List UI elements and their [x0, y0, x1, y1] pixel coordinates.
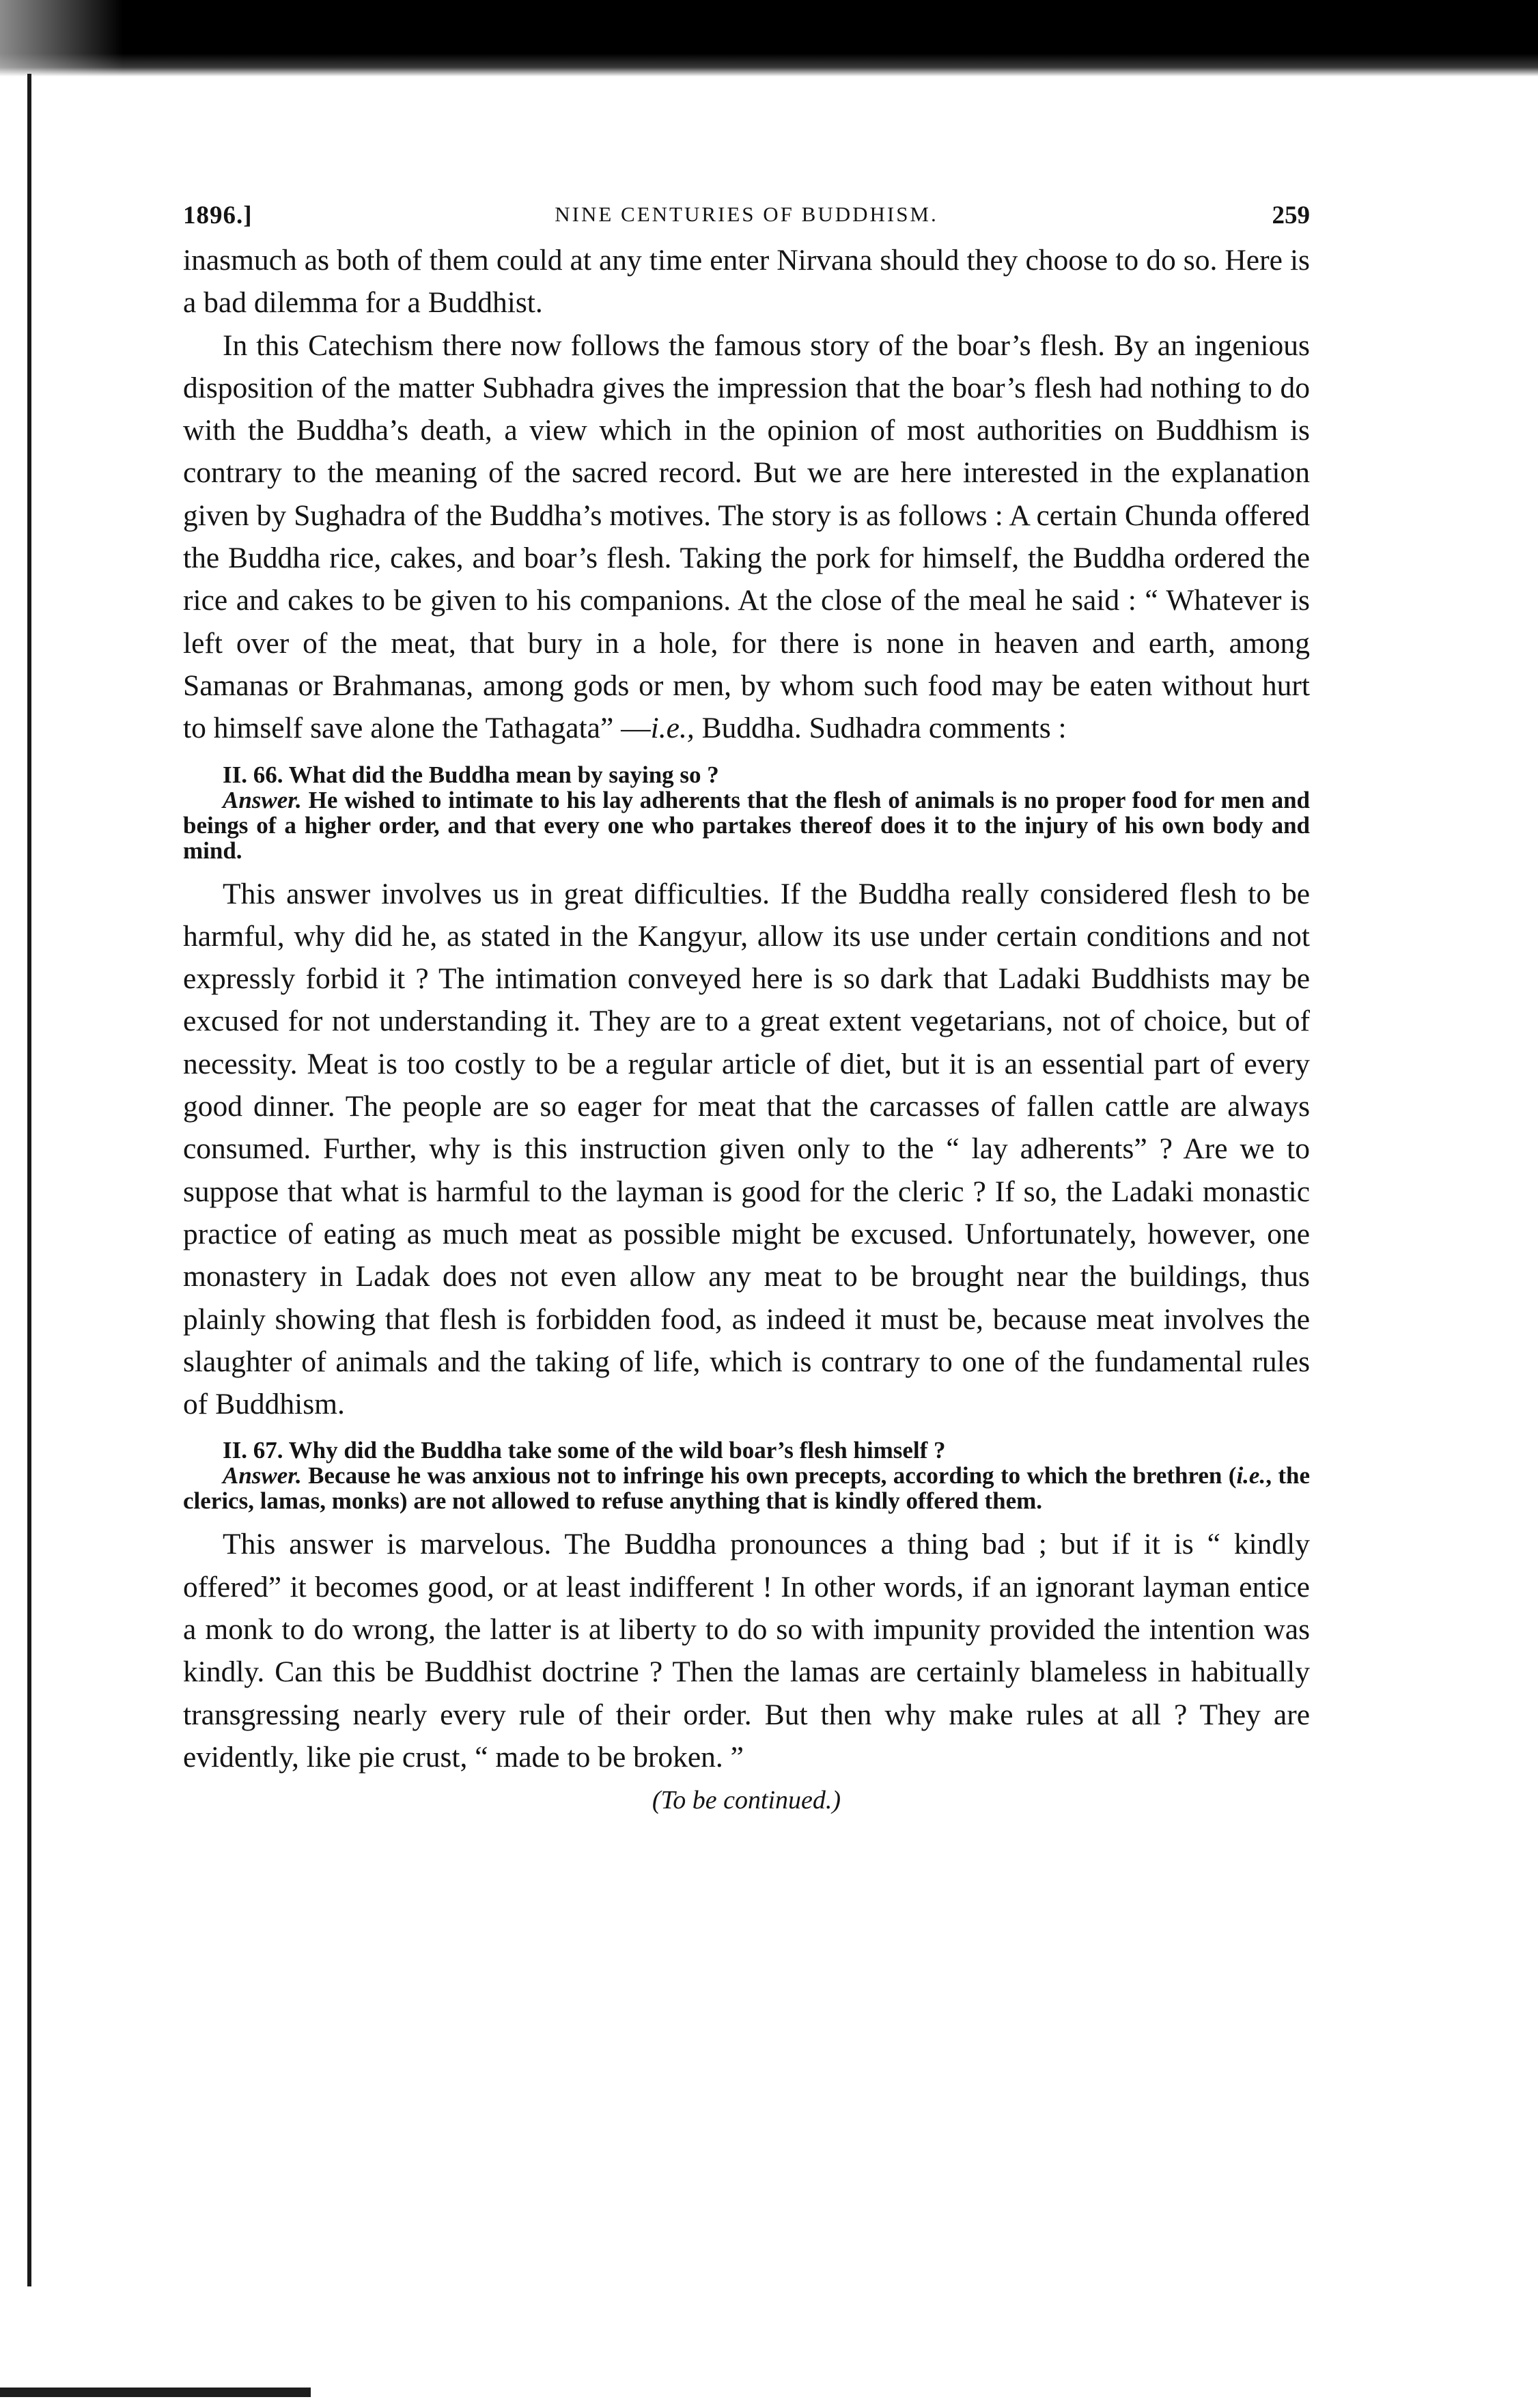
answer-66: [183, 787, 1310, 863]
scan-binding-fade: [0, 0, 123, 76]
running-head-title: NINE CENTURIES OF BUDDHISM.: [555, 202, 938, 226]
to-be-continued: (To be continued.): [652, 1786, 841, 1815]
answer-66-label: Answer.: [223, 786, 302, 813]
answer-67-label: Answer.: [223, 1462, 302, 1489]
running-head: [183, 191, 1310, 239]
running-head-year: 1896.]: [183, 201, 253, 229]
paragraph-continuation: inasmuch as both of them could at any time enter Nirvana should they choose to do so. Here is a bad dilemma for a Buddhist.: [183, 244, 1310, 320]
paragraph-boars-flesh-tail: Buddha. Sudhadra comments :: [701, 712, 1067, 745]
scan-binding-shadow: [0, 0, 1538, 76]
answer-67: [183, 1463, 1310, 1513]
catechism-question-66: [183, 762, 1310, 863]
question-66: II. 66. What did the Buddha mean by saying so ?: [223, 761, 719, 788]
answer-67-text-post: , the clerics, lamas, monks) are not allowed to refuse anything that is kindly offered them.: [183, 1462, 1311, 1515]
paragraph-difficulties: This answer involves us in great difficulties. If the Buddha really considered flesh to be harmful, why did he, as stated in the Kangyur, allow its use under certain conditions and not expressly forbid it ? The intimation conveyed here is so dark that Ladaki Buddhists may be excused for not understanding it. They are to a great extent vegetarians, not of choice, but of necessity. Meat is too costly to be a regular article of diet, but it is an essential part of every good dinner. The people are so eager for meat that the carcasses of fallen cattle are always consumed. Further, why is this instruction given only to the “ lay adherents” ? Are we to suppose that what is harmful to the layman is good for the cleric ? If so, the Ladaki monastic practice of eating as much meat as possible might be excused. Unfortunately, however, one monastery in Ladak does not even allow any meat to be brought near the buildings, thus plainly showing that flesh is forbidden food, as indeed it must be, because meat involves the slaughter of animals and the taking of life, which is contrary to one of the fundamental rules of Buddhism.: [183, 877, 1310, 1421]
scan-margin-specks: [1518, 2001, 1533, 2288]
catechism-question-67: [183, 1438, 1310, 1513]
answer-67-text-pre: Because he was anxious not to infringe his own precepts, according to which the brethren (: [308, 1462, 1237, 1489]
ie-abbrev: i.e.,: [650, 712, 695, 745]
page-number: 259: [1272, 201, 1310, 229]
scan-bottom-smudge: [0, 2388, 311, 2397]
paragraph-boars-flesh: In this Catechism there now follows the famous story of the boar’s flesh. By an ingenious disposition of the matter Subhadra gives the impression that the boar’s flesh had nothing to do with the Buddha’s death, a view which in the opinion of most authorities on Buddhism is contrary to the meaning of the sacred record. But we are here interested in the explanation given by Sughadra of the Buddha’s motives. The story is as follows : A certain Chunda offered the Buddha rice, cakes, and boar’s flesh. Taking the pork for himself, the Buddha ordered the rice and cakes to be given to his companions. At the close of the meal he said : “ Whatever is left over of the meat, that bury in a hole, for there is none in heaven and earth, among Samanas or Brahmanas, among gods or men, by whom such food may be eaten without hurt to himself save alone the Tathagata” —i.e., Buddha. Sudhadra comments :: [183, 328, 1310, 745]
scan-left-edge-rule: [27, 74, 31, 2286]
paragraph-marvelous: This answer is marvelous. The Buddha pronounces a thing bad ; but if it is “ kindly offered” it becomes good, or at least indifferent ! In other words, if an ignorant layman entice a monk to do wrong, the latter is at liberty to do so with impunity provided the intention was kindly. Can this be Buddhist doctrine ? Then the lamas are certainly blameless in habitually transgressing nearly every rule of their order. But then why make rules at all ? They are evidently, like pie crust, “ made to be broken. ”: [183, 1528, 1310, 1774]
question-67: II. 67. Why did the Buddha take some of the wild boar’s flesh himself ?: [223, 1437, 946, 1464]
answer-67-ie: i.e.: [1236, 1462, 1266, 1489]
answer-66-text: He wished to intimate to his lay adherents that the flesh of animals is no proper food for men and beings of a higher order, and that every one who partakes thereof does it to the injury of his own body and mind.: [183, 786, 1310, 864]
paragraph-boars-flesh-text: In this Catechism there now follows the famous story of the boar’s flesh. By an ingenious disposition of the matter Subhadra gives the impression that the boar’s flesh had nothing to do with the Buddha’s death, a view which in the opinion of most authorities on Buddhism is contrary to the meaning of the sacred record. But we are here interested in the explanation given by Sughadra of the Buddha’s motives. The story is as follows : A certain Chunda offered the Buddha rice, cakes, and boar’s flesh. Taking the pork for himself, the Buddha ordered the rice and cakes to be given to his companions. At the close of the meal he said : “ Whatever is left over of the meat, that bury in a hole, for there is none in heaven and earth, among Samanas or Brahmanas, among gods or men, by whom such food may be eaten without hurt to himself save alone the Tathagata”: [183, 328, 1310, 745]
document-page: [183, 191, 1310, 1815]
